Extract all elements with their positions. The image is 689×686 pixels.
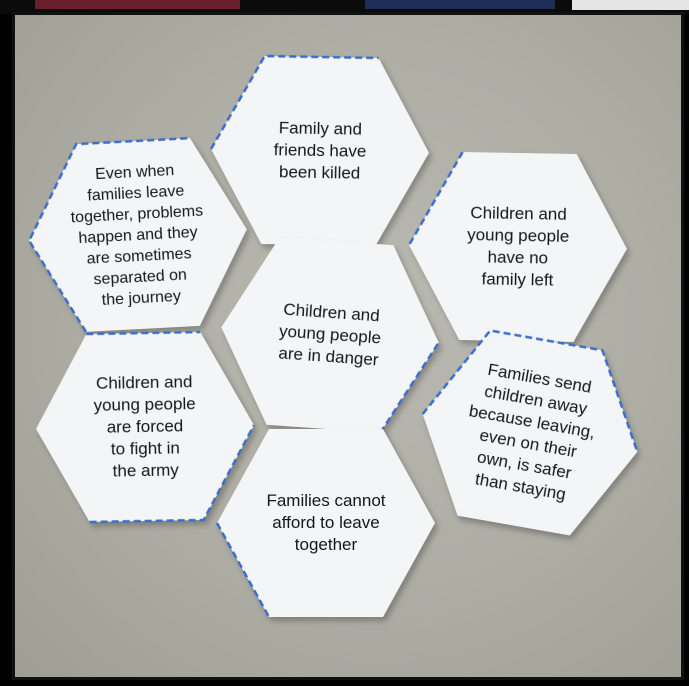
card-text: Children and young people are in danger (277, 299, 382, 370)
top-white-region (572, 0, 689, 10)
top-red-region (35, 0, 240, 9)
card-text: Even when families leave together, problems happen and they are sometimes separated on the journey (70, 161, 204, 309)
top-blue-region (365, 0, 555, 9)
card-text: Children and young people have no family left (466, 203, 570, 290)
card-text: Families cannot afford to leave together (266, 491, 386, 554)
photo-board (12, 12, 684, 680)
card-text: Children and young people are forced to fight in the army (93, 372, 196, 481)
hex-card-cannot-afford (211, 423, 441, 623)
card-text: Family and friends have been killed (273, 118, 367, 183)
card-text: Families send children away because leaving, even on their own, is safer than staying (467, 359, 597, 504)
